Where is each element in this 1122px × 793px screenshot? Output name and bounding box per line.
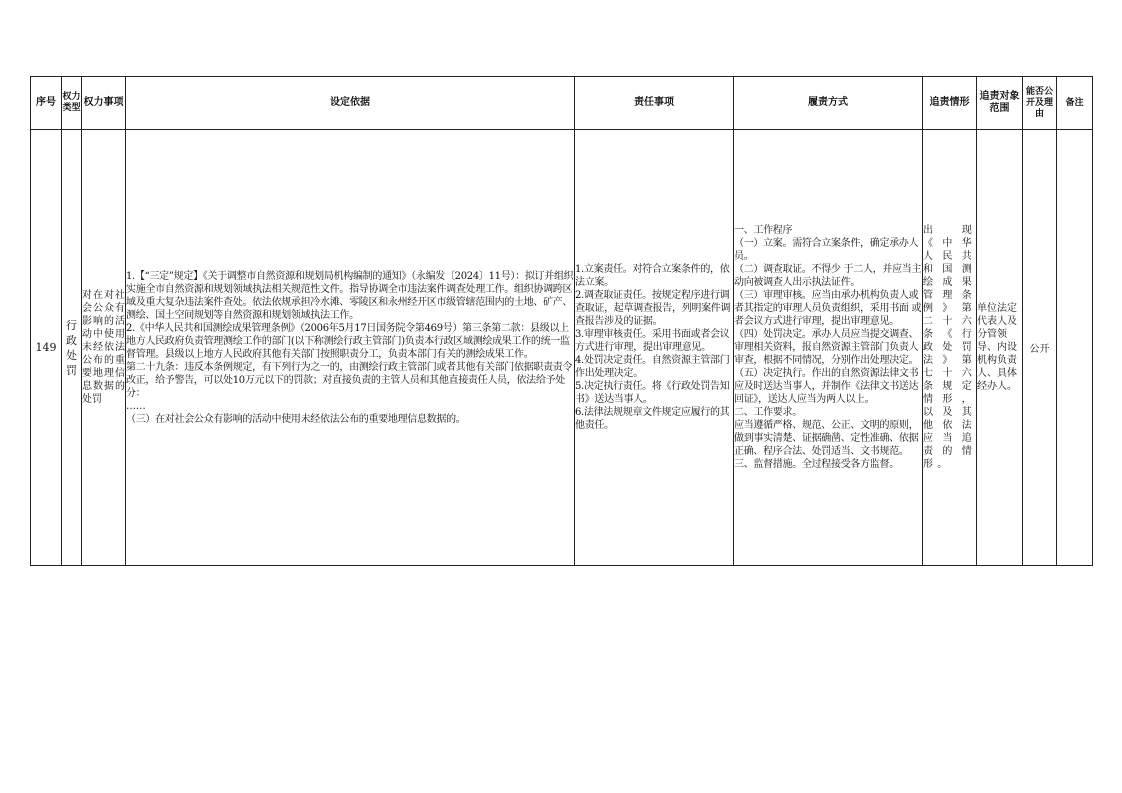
responsibility-table [30, 76, 1093, 566]
performance-line: 应当遵循严格、规范、公正、文明的原则，做到事实清楚、证据确凿、定性准确、依据正确、程序合法、处罚适当、文书规范。 [734, 420, 919, 457]
responsibility-line: 2.调查取证责任。按规定程序进行调查取证，起草调查报告，列明案件调查报告涉及的证据。 [575, 290, 731, 327]
row-disclosure: 公开 [1023, 130, 1057, 566]
responsibility-line: 1.立案责任。对符合立案条件的，依法立案。 [575, 264, 730, 288]
responsibility-line: 5.决定执行责任。将《行政处罚告知书》送达当事人。 [575, 381, 730, 405]
header-remarks: 备注 [1057, 77, 1093, 130]
row-accountability [923, 130, 977, 566]
header-power-type: 权力类型 [62, 77, 82, 130]
performance-line: 二、工作要求。 [734, 407, 802, 418]
table-row [31, 130, 1093, 566]
header-power-item: 权力事项 [82, 77, 126, 130]
header-disclosure: 能否公开及理由 [1023, 77, 1057, 130]
row-responsibility [575, 130, 734, 566]
performance-line: （四）处罚决定。承办人员应当提交调查、审理相关资料，报自然资源主管部门负责人审查，根据不同情况，分别作出处理决定。 [734, 329, 919, 366]
responsibility-line: 6.法律法规规章文件规定应履行的其他责任。 [575, 407, 730, 431]
performance-line: （五）决定执行。作出的自然资源法律文书应及时送达当事人，并制作《法律文书送达回证》，送达人应当为两人以上。 [734, 368, 919, 405]
row-id: 149 [31, 130, 62, 566]
header-id: 序号 [31, 77, 62, 130]
performance-line: 一、工作程序 [734, 225, 793, 236]
row-performance [734, 130, 923, 566]
header-responsibility: 责任事项 [575, 77, 734, 130]
header-row [31, 77, 1093, 130]
header-scope: 追责对象范围 [977, 77, 1023, 130]
basis-line: 1.【“三定”规定】《关于调整市自然资源和规划局机构编制的通知》（永编发〔2024〕11号）：拟订并组织实施全市自然资源和规划领域执法相关规范性文件。指导协调全市违法案件调查处理工作。组织协调跨区域及重大复杂违法案件查处。依法依规承担冷水滩、零陵区和永州经开区市级管辖范围内的土地、矿产、测绘、国土空间规划等自然资源和规划领域执法工作。 [126, 270, 574, 321]
basis-line: （三）在对社会公众有影响的活动中使用未经依法公布的重要地理信息数据的。 [126, 413, 466, 425]
row-power-type: 行政处罚 [62, 130, 82, 566]
performance-line: （三）审理审核。应当由承办机构负责人或者其指定的审理人员负责组织，采用书面 或者会议方式进行审理，提出审理意见。 [734, 290, 922, 327]
responsibility-line: 4.处罚决定责任。自然资源主管部门作出处理决定。 [575, 355, 730, 379]
performance-line: （二）调查取证。不得少 于二人，并应当主动向被调查人出示执法证件。 [734, 264, 922, 288]
performance-line: （一）立案。需符合立案条件，确定承办人员。 [734, 238, 919, 262]
basis-line: …… [126, 400, 146, 412]
accountability-text: 出现《中华人民共和国测绘成果管理条例》第二十六条《行政处罚法》第七十六条规定情形，以及其他依法应当追责的情形。 [923, 225, 976, 470]
row-remarks [1057, 130, 1093, 566]
header-basis: 设定依据 [126, 77, 575, 130]
responsibility-line: 3.审理审核责任。采用书面或者会议方式进行审理，提出审理意见。 [575, 329, 730, 353]
row-basis [126, 130, 575, 566]
row-power-item: 对在对社会公众有影响的活动中使用未经依法公布的重要地理信息数据的处罚 [82, 130, 126, 566]
performance-line: 三、监督措施。全过程接受各方监督。 [734, 459, 899, 470]
basis-line: 2.《中华人民共和国测绘成果管理条例》（2006年5月17日国务院令第469号）第三条第二款：县级以上地方人民政府负责管理测绘工作的部门(以下称测绘行政主管部门)负责本行政区域测绘成果工作的统一监督管理。县级以上地方人民政府其他有关部门按照职责分工，负责本部门有关的测绘成果工作。 [126, 322, 570, 360]
row-scope: 单位法定代表人及分管领导、内设机构负责人、具体经办人。 [977, 130, 1023, 566]
header-performance: 履责方式 [734, 77, 923, 130]
basis-line: 第二十九条：违反本条例规定，有下列行为之一的，由测绘行政主管部门或者其他有关部门依据职责责令改正，给予警告，可以处10万元以下的罚款；对直接负责的主管人员和其他直接责任人员，依法给予处分： [126, 361, 573, 399]
header-accountability: 追责情形 [923, 77, 977, 130]
